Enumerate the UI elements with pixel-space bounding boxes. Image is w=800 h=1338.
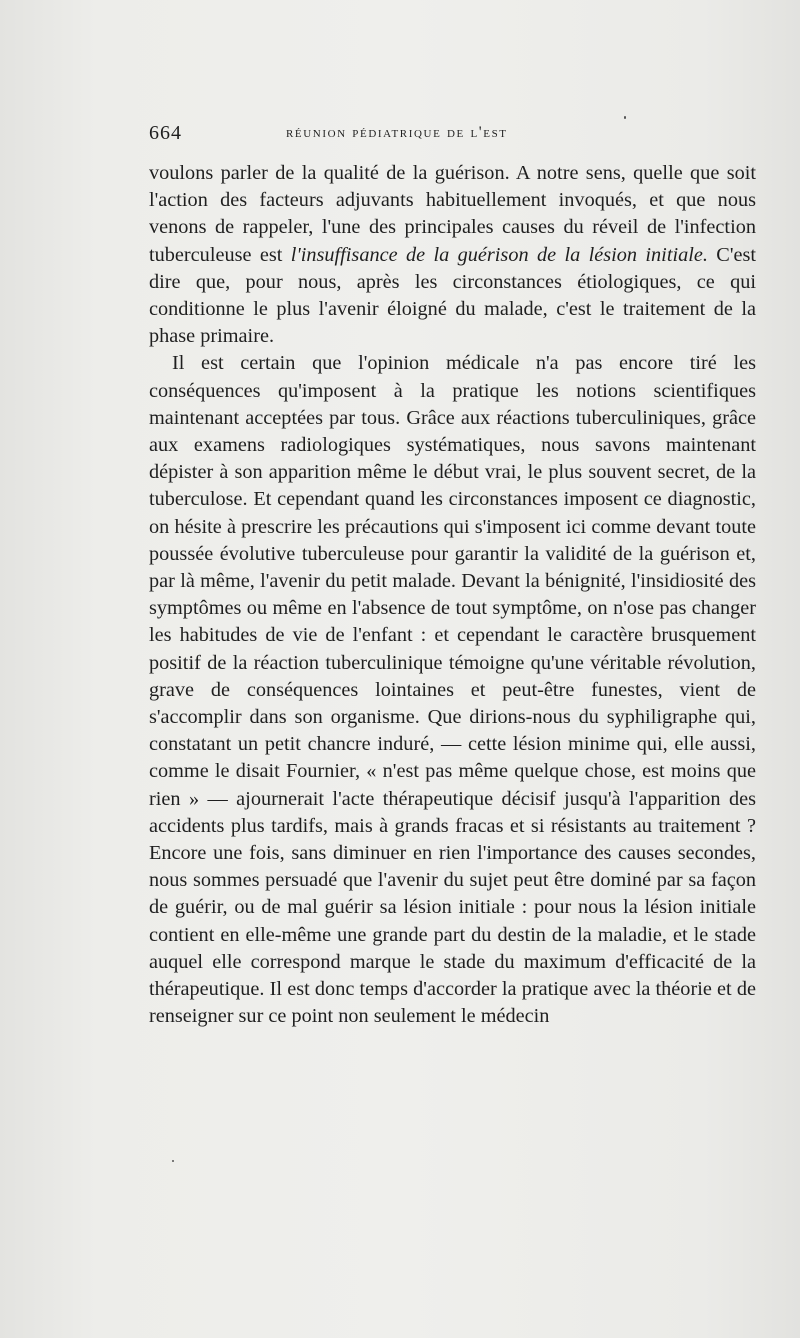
paragraph — [149, 160, 756, 350]
paragraph — [149, 350, 756, 1030]
body-text — [149, 160, 756, 1031]
running-title: réunion pédiatrique de l'est — [286, 124, 508, 141]
page-number: 664 — [149, 122, 182, 144]
running-head — [149, 122, 757, 146]
text-segment: Il est certain que l'opinion médicale n'a pas encore tiré les conséquences qu'imposent à la pratique les notions scientifiques maintenant acceptées par tous. Grâce aux réactions tuberculiniques, grâce aux examens radiologiques systématiques, nous savons maintenant dépister à son apparition même le début vrai, le plus souvent secret, de la tuberculose. Et cependant quand les circonstances imposent ce diagnostic, on hésite à prescrire les précautions qui s'imposent ici comme devant toute poussée évolutive tuberculeuse pour garantir la validité de la guérison et, par là même, l'avenir du petit malade. Devant la bénignité, l'insidiosité des symptômes ou même en l'absence de tout symptôme, on n'ose pas changer les habitudes de vie de l'enfant : et cependant le caractère brusquement positif de la réaction tuberculinique témoigne qu'une véritable révolution, grave de conséquences lointaines et peut-être funestes, vient de s'accomplir dans son organisme. Que dirions-nous du syphiligraphe qui, constatant un petit chancre induré, — cette lésion minime qui, elle aussi, comme le disait Fournier, « n'est pas même quelque chose, est moins que rien » — ajournerait l'acte thérapeutique décisif jusqu'à l'apparition des accidents plus tardifs, mais à grands fracas et si résistants au traitement ? Encore une fois, sans diminuer en rien l'importance des causes secondes, nous sommes persuadé que l'avenir du sujet peut être dominé par sa façon de guérir, ou de mal guérir sa lésion initiale : pour nous la lésion initiale contient en elle-même une grande part du destin de la maladie, et le stade auquel elle correspond marque le stade du maximum d'efficacité de la thérapeutique. Il est donc temps d'accorder la pratique avec la théorie et de renseigner sur ce point non seulement le médecin — [149, 352, 756, 1028]
ink-speck — [172, 1160, 174, 1162]
italic-text: l'insuffisance de la guérison de la lésion initiale. — [290, 243, 708, 266]
text-segment: voulons parler de la qualité de la guérison. A notre sens, quelle que soit l'action des facteurs adjuvants habituellement invoqués, et que nous venons de rappeler, l'une des principales causes du réveil de l'infection tuberculeuse est — [149, 162, 756, 266]
text-segment: C'est dire que, pour nous, après les circonstances étiologiques, ce qui conditionne le plus l'avenir éloigné du malade, c'est le traitement de la phase primaire. — [149, 243, 757, 348]
ink-speck — [624, 116, 626, 119]
